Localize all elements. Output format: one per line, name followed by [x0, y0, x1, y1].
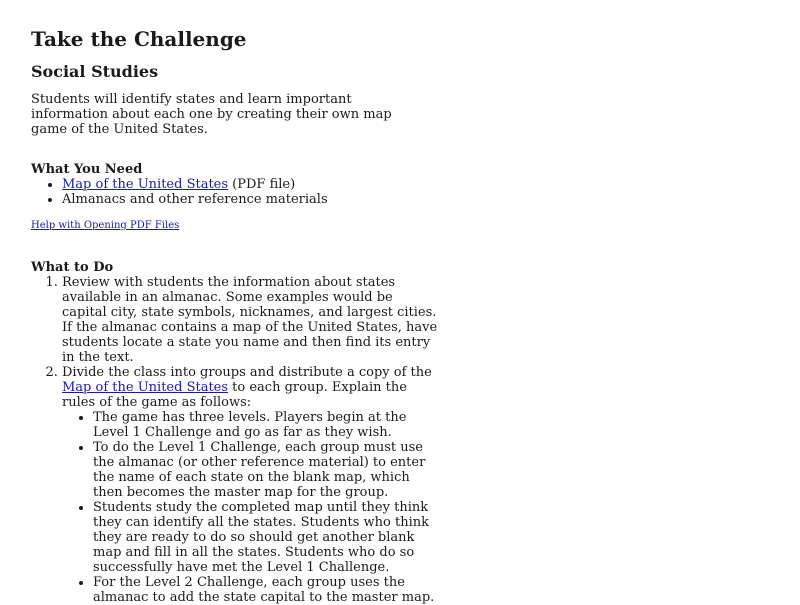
- map-pdf-link[interactable]: Map of the United States: [62, 177, 229, 192]
- list-item: • Almanacs and other reference materials: [62, 192, 441, 207]
- page-title: Take the Challenge: [31, 27, 247, 51]
- subject-heading: Social Studies: [31, 62, 159, 81]
- rule-item: • Students study the completed map until they think they can identify all the states. Students who think they are ready to do so should get another blank map and fill in all the states. Students who do so successfully have met the Level 1 Challenge.: [93, 500, 441, 575]
- rule-item: • The game has three levels. Players begin at the Level 1 Challenge and go as far as they wish.: [93, 410, 441, 440]
- step-text: to each group. Explain the rules of the game as follows:: [62, 380, 407, 410]
- materials-list: [31, 177, 441, 207]
- step-text: Divide the class into groups and distribute a copy of the: [62, 365, 432, 380]
- what-you-need-heading: What You Need: [31, 162, 143, 177]
- lesson-page: [31, 26, 441, 605]
- steps-list: [31, 275, 441, 605]
- list-item: [62, 177, 441, 192]
- intro-paragraph: Students will identify states and learn important information about each one by creating their own map game of the United States.: [31, 92, 392, 137]
- step-item: 1. Review with students the information about states available in an almanac. Some examples would be capital city, state symbols, nicknames, and largest cities. If the almanac contains a map of the United States, have students locate a state you name and then find its entry in the text.: [62, 275, 441, 365]
- what-you-need-section: [31, 162, 441, 232]
- pdf-file-note: (PDF file): [228, 177, 296, 192]
- rules-list: [62, 410, 441, 605]
- help-pdf-link[interactable]: Help with Opening PDF Files: [31, 220, 180, 231]
- step-item: [62, 365, 441, 605]
- rule-item: • For the Level 2 Challenge, each group uses the almanac to add the state capital to the master map.: [93, 575, 441, 605]
- map-link[interactable]: Map of the United States: [62, 380, 229, 395]
- rule-item: • To do the Level 1 Challenge, each group must use the almanac (or other reference material) to enter the name of each state on the blank map, which then becomes the master map for the group.: [93, 440, 441, 500]
- what-to-do-section: [31, 260, 441, 605]
- what-to-do-heading: What to Do: [31, 260, 114, 275]
